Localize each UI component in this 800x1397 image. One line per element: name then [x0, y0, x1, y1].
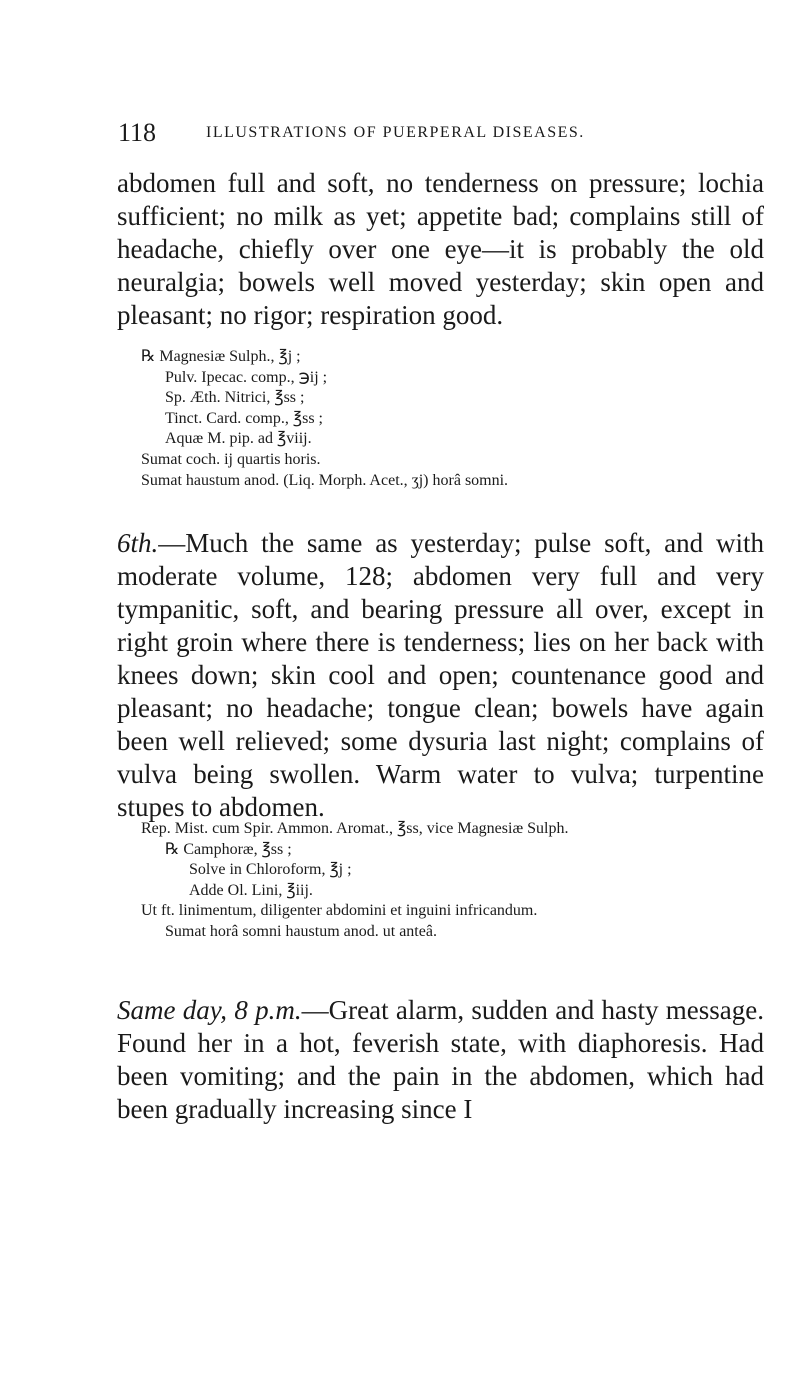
- prescription-line: Ut ft. linimentum, diligenter abdomini et inguini infricandum.: [141, 902, 538, 920]
- entry-date: 6th.: [117, 528, 159, 558]
- prescription-line: Solve in Chloroform, ℥j ;: [189, 861, 352, 879]
- prescription-line: Aquæ M. pip. ad ℥viij.: [165, 430, 312, 448]
- prescription-1: [117, 347, 764, 491]
- prescription-line: Sumat horâ somni haustum anod. ut anteâ.: [165, 922, 437, 940]
- prescription-line: Rep. Mist. cum Spir. Ammon. Aromat., ℥ss, vice Magnesiæ Sulph.: [141, 820, 569, 837]
- prescription-line: Sp. Æth. Nitrici, ℥ss ;: [165, 389, 305, 407]
- page-header: [118, 118, 760, 148]
- paragraph-3: [117, 994, 764, 1126]
- prescription-line: Sumat haustum anod. (Liq. Morph. Acet., ʒj) horâ somni.: [141, 471, 509, 489]
- entry-date: Same day,: [117, 995, 228, 1025]
- prescription-line: Sumat coch. ij quartis horis.: [141, 450, 321, 468]
- entry-time: 8 p.m.: [234, 995, 302, 1025]
- entry-text: —Great alarm, sudden and hasty message. Found her in a hot, feverish state, with diaphoresis. Had been vomiting; and the pain in the abdomen, which had been gradually increasing since I: [117, 995, 765, 1124]
- paragraph-2: [117, 527, 764, 824]
- prescription-line: ℞ Magnesiæ Sulph., ℥j ;: [141, 348, 301, 365]
- paragraph-1: abdomen full and soft, no tenderness on pressure; lochia sufficient; no milk as yet; appetite bad; complains still of headache, chiefly over one eye—it is probably the old neuralgia; bowels well moved yesterday; skin open and pleasant; no rigor; respiration good.: [117, 168, 764, 330]
- prescription-line: Adde Ol. Lini, ℥iij.: [189, 881, 313, 899]
- prescription-line: ℞ Camphoræ, ℥ss ;: [165, 840, 292, 858]
- page-number: 118: [118, 118, 157, 147]
- running-title: ILLUSTRATIONS OF PUERPERAL DISEASES.: [206, 124, 585, 141]
- prescription-line: Tinct. Card. comp., ℥ss ;: [165, 409, 323, 427]
- prescription-line: Pulv. Ipecac. comp., ℈ij ;: [165, 368, 328, 386]
- prescription-2: [117, 819, 764, 943]
- entry-text: —Much the same as yesterday; pulse soft, and with moderate volume, 128; abdomen very full and very tympanitic, soft, and bearing pressure all over, except in right groin where there is tenderness; lies on her back with knees down; skin cool and open; countenance good and pleasant; no headache; tongue clean; bowels have again been well relieved; some dysuria last night; complains of vulva being swollen. Warm water to vulva; turpentine stupes to abdomen.: [117, 528, 764, 822]
